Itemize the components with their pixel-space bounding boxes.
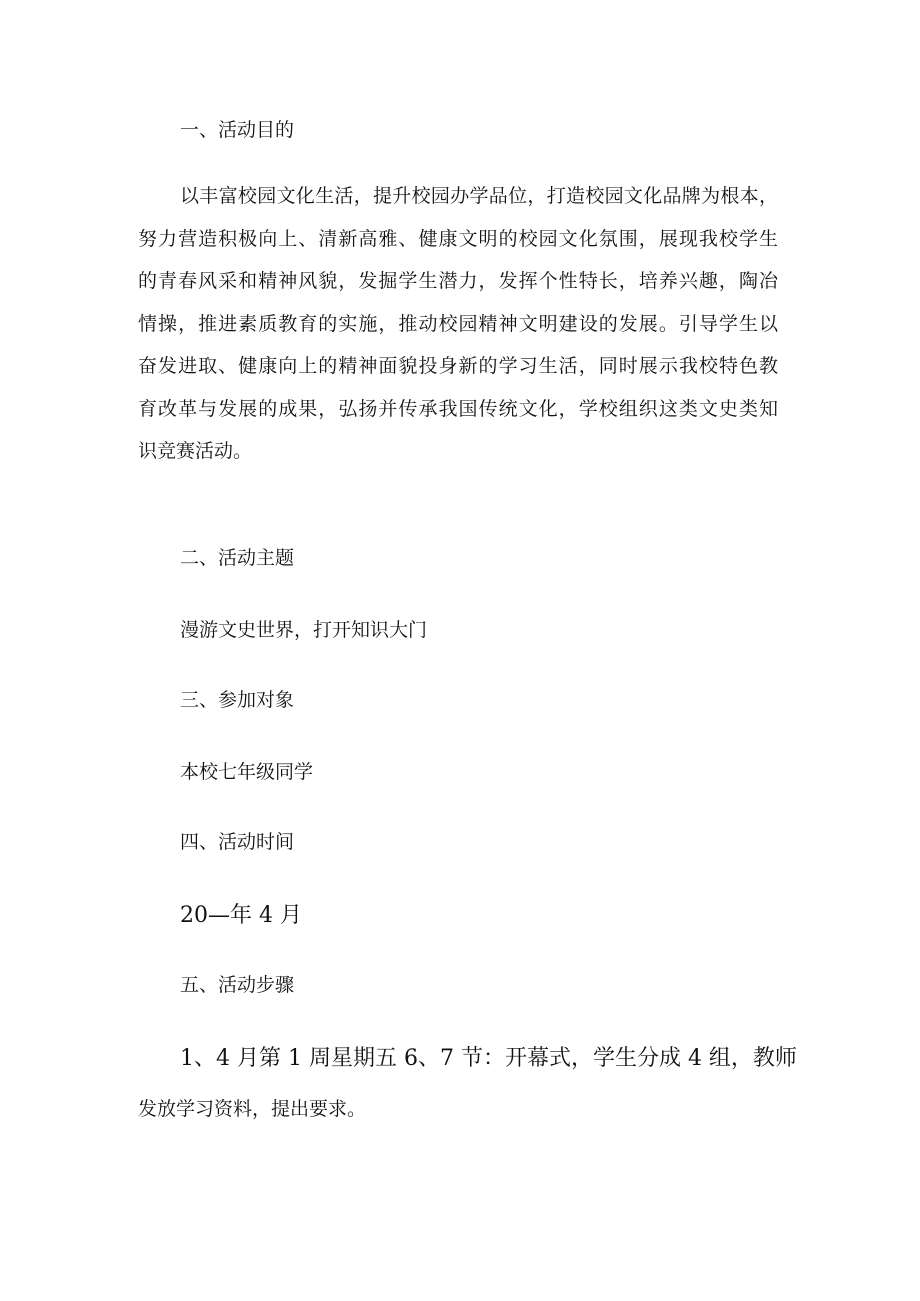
paragraph-line: 情操，推进素质教育的实施，推动校园精神文明建设的发展。引导学生以 [138,312,778,335]
step-1-line-1: 1、4 月第 1 周星期五 6、7 节：开幕式，学生分成 4 组，教师 [180,1046,797,1071]
step-1-line-2: 发放学习资料，提出要求。 [138,1098,367,1120]
paragraph-line: 以丰富校园文化生活，提升校园办学品位，打造校园文化品牌为根本， [180,185,778,207]
paragraph-line: 育改革与发展的成果，弘扬并传承我国传统文化，学校组织这类文史类知 [138,397,778,420]
participants-text: 本校七年级同学 [180,761,314,783]
section-heading-participants: 三、参加对象 [180,689,295,711]
purpose-paragraph [138,175,778,473]
section-heading-time: 四、活动时间 [180,831,295,853]
section-heading-steps: 五、活动步骤 [180,974,295,996]
paragraph-line: 识竞赛活动。 [138,440,253,462]
section-heading-purpose: 一、活动目的 [180,119,295,141]
section-heading-theme: 二、活动主题 [180,547,295,569]
paragraph-line: 的青春风采和精神风貌，发掘学生潜力，发挥个性特长，培养兴趣，陶冶 [138,270,778,292]
time-text: 20—年 4 月 [180,903,302,928]
paragraph-line: 努力营造积极向上、清新高雅、健康文明的校园文化氛围，展现我校学生 [138,227,778,250]
theme-text: 漫游文史世界，打开知识大门 [180,619,428,641]
paragraph-line: 奋发进取、健康向上的精神面貌投身新的学习生活，同时展示我校特色教 [138,355,778,377]
